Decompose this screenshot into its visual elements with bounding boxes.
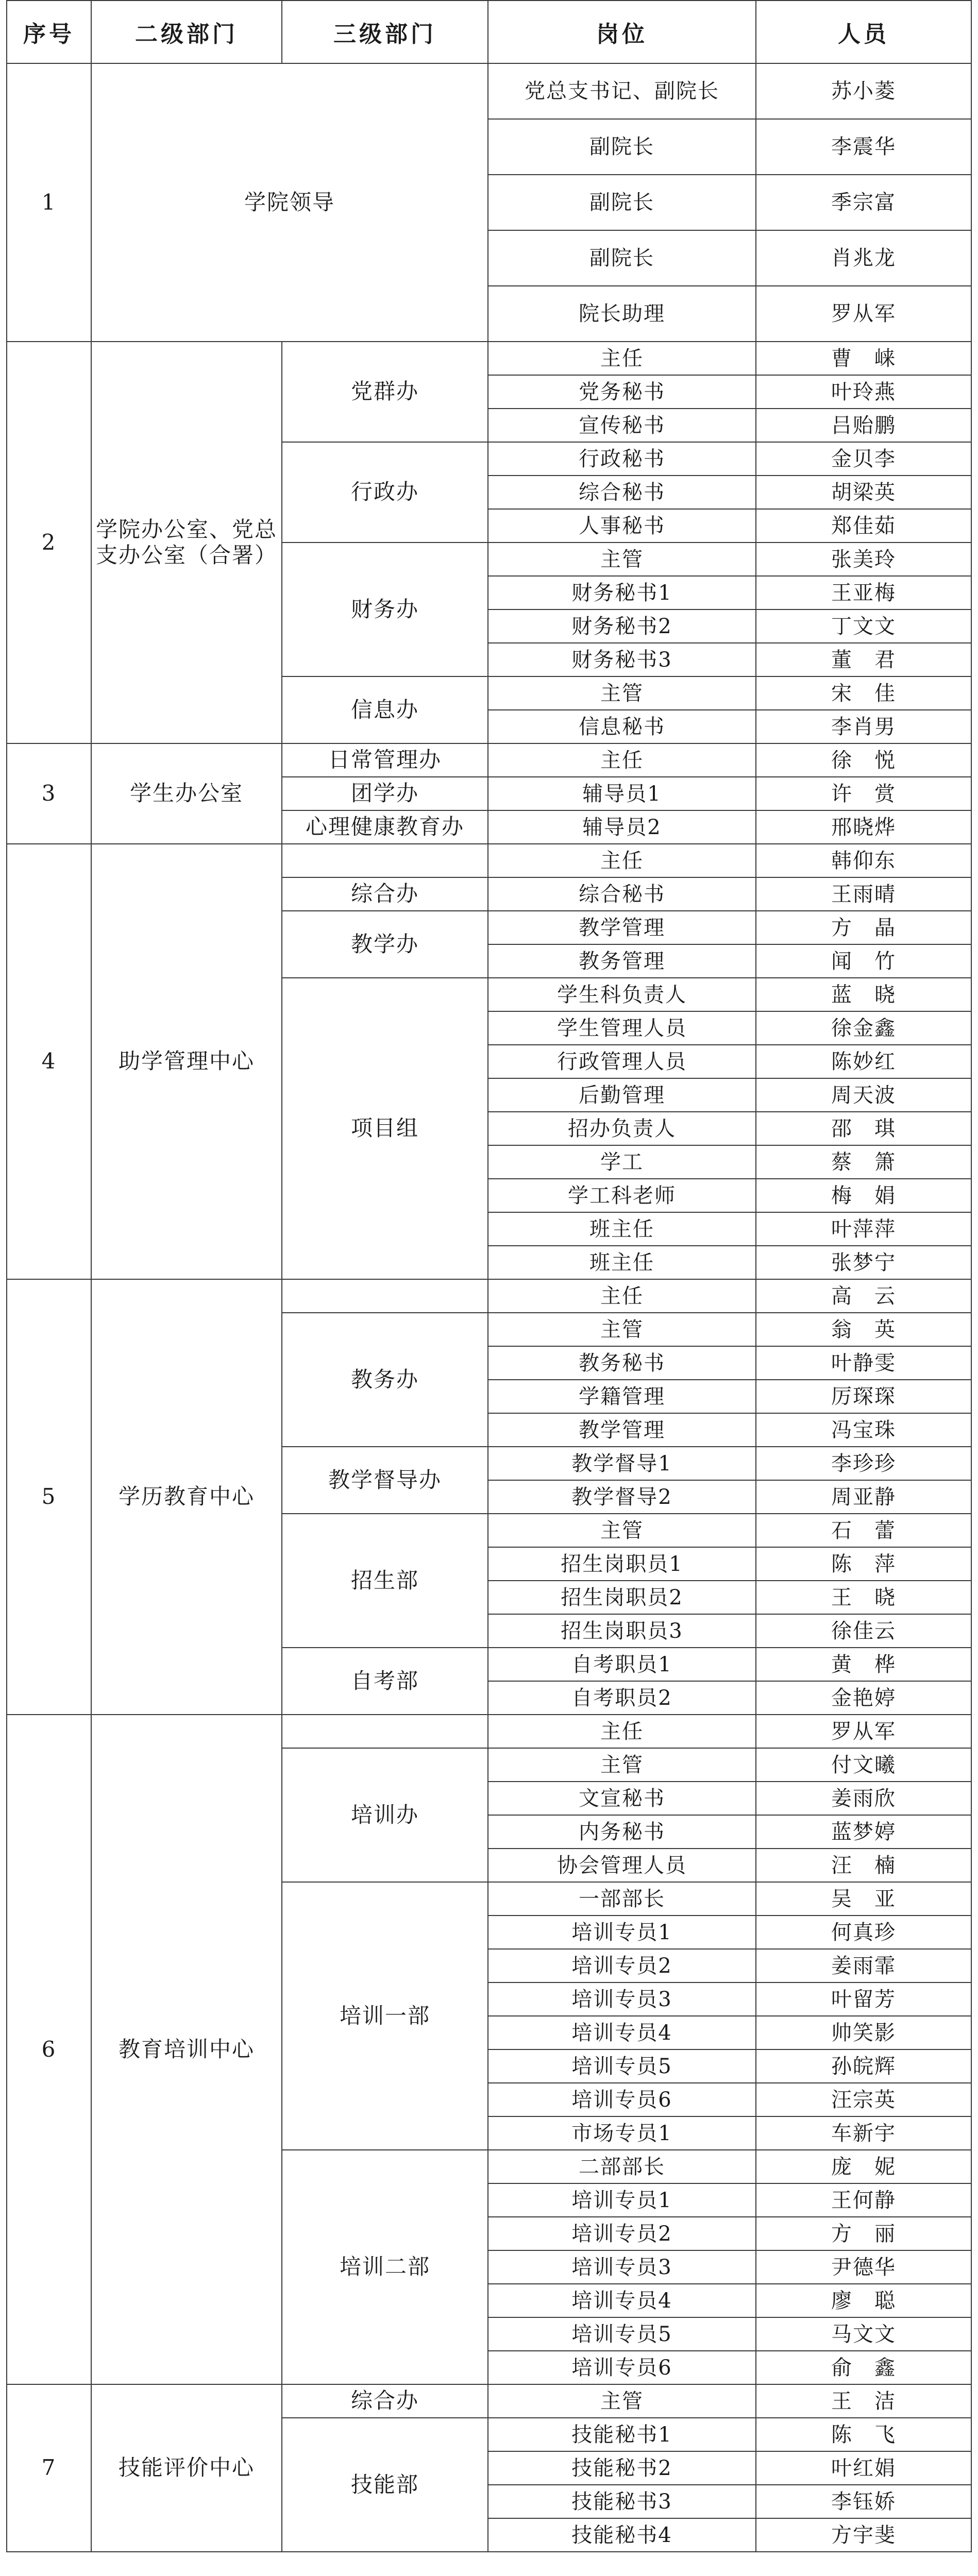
personnel-cell: 蓝 晓 (756, 978, 971, 1011)
position-cell: 行政管理人员 (488, 1045, 756, 1078)
position-cell: 主任 (488, 743, 756, 777)
personnel-cell: 厉琛琛 (756, 1380, 971, 1413)
position-cell: 技能秘书4 (488, 2518, 756, 2552)
table-row (7, 844, 971, 877)
level3-department-cell: 教务办 (282, 1313, 488, 1447)
personnel-cell: 丁文文 (756, 609, 971, 643)
level2-department-cell: 学生办公室 (91, 743, 282, 844)
personnel-cell: 金艳婷 (756, 1681, 971, 1715)
level2-department-cell: 学历教育中心 (91, 1279, 282, 1715)
position-cell: 学生科负责人 (488, 978, 756, 1011)
personnel-cell: 王 晓 (756, 1581, 971, 1614)
personnel-cell: 周天波 (756, 1078, 971, 1112)
personnel-cell: 邢晓烨 (756, 810, 971, 844)
level3-department-cell: 综合办 (282, 2384, 488, 2418)
personnel-cell: 姜雨欣 (756, 1782, 971, 1815)
personnel-cell: 郑佳茹 (756, 509, 971, 543)
personnel-cell: 梅 娟 (756, 1179, 971, 1212)
personnel-cell: 邵 琪 (756, 1112, 971, 1145)
personnel-cell: 庞 妮 (756, 2150, 971, 2183)
position-cell: 教学管理 (488, 1413, 756, 1447)
serial-number-cell: 7 (7, 2384, 91, 2552)
position-cell: 培训专员2 (488, 2217, 756, 2250)
position-cell: 主管 (488, 1748, 756, 1782)
position-cell: 主任 (488, 844, 756, 877)
level3-department-cell: 财务办 (282, 543, 488, 676)
position-cell: 培训专员2 (488, 1949, 756, 1982)
position-cell: 培训专员1 (488, 1916, 756, 1949)
position-cell: 培训专员5 (488, 2317, 756, 2351)
level3-department-cell (282, 1279, 488, 1313)
personnel-cell: 吴 亚 (756, 1882, 971, 1916)
personnel-cell: 方 晶 (756, 911, 971, 944)
position-cell: 内务秘书 (488, 1815, 756, 1849)
position-cell: 主管 (488, 2384, 756, 2418)
personnel-cell: 王雨晴 (756, 877, 971, 911)
personnel-cell: 韩仰东 (756, 844, 971, 877)
personnel-cell: 孙皖辉 (756, 2049, 971, 2083)
personnel-cell: 季宗富 (756, 175, 971, 230)
header-position: 岗位 (488, 1, 756, 63)
position-cell: 副院长 (488, 230, 756, 286)
personnel-cell: 罗从军 (756, 286, 971, 342)
personnel-cell: 李钰娇 (756, 2485, 971, 2518)
personnel-cell: 周亚静 (756, 1480, 971, 1514)
personnel-cell: 李珍珍 (756, 1447, 971, 1480)
level3-department-cell: 项目组 (282, 978, 488, 1279)
personnel-cell: 叶留芳 (756, 1982, 971, 2016)
position-cell: 培训专员6 (488, 2083, 756, 2116)
level3-department-cell: 信息办 (282, 676, 488, 743)
serial-number-cell: 1 (7, 63, 91, 342)
personnel-cell: 苏小菱 (756, 63, 971, 119)
level3-department-cell (282, 844, 488, 877)
table-header (7, 1, 971, 63)
position-cell: 党务秘书 (488, 375, 756, 409)
position-cell: 人事秘书 (488, 509, 756, 543)
personnel-cell: 金贝李 (756, 442, 971, 476)
position-cell: 辅导员1 (488, 777, 756, 810)
serial-number-cell: 5 (7, 1279, 91, 1715)
level3-department-cell: 日常管理办 (282, 743, 488, 777)
personnel-cell: 肖兆龙 (756, 230, 971, 286)
level3-department-cell: 综合办 (282, 877, 488, 911)
personnel-cell: 陈妙红 (756, 1045, 971, 1078)
position-cell: 学工 (488, 1145, 756, 1179)
position-cell: 培训专员4 (488, 2016, 756, 2049)
personnel-cell: 曹 崃 (756, 342, 971, 375)
position-cell: 班主任 (488, 1212, 756, 1246)
personnel-cell: 何真珍 (756, 1916, 971, 1949)
personnel-cell: 宋 佳 (756, 676, 971, 710)
serial-number-cell: 6 (7, 1715, 91, 2384)
position-cell: 班主任 (488, 1246, 756, 1279)
table-row (7, 1279, 971, 1313)
personnel-cell: 高 云 (756, 1279, 971, 1313)
position-cell: 培训专员6 (488, 2351, 756, 2384)
position-cell: 技能秘书3 (488, 2485, 756, 2518)
level3-department-cell: 培训一部 (282, 1882, 488, 2150)
position-cell: 教务秘书 (488, 1346, 756, 1380)
position-cell: 教学督导1 (488, 1447, 756, 1480)
personnel-cell: 李震华 (756, 119, 971, 175)
personnel-cell: 尹德华 (756, 2250, 971, 2284)
level3-department-cell: 技能部 (282, 2418, 488, 2552)
personnel-cell: 罗从军 (756, 1715, 971, 1748)
header-row (7, 1, 971, 63)
position-cell: 财务秘书3 (488, 643, 756, 676)
table-row (7, 2384, 971, 2418)
position-cell: 综合秘书 (488, 476, 756, 509)
level3-department-cell: 培训二部 (282, 2150, 488, 2384)
personnel-cell: 王亚梅 (756, 576, 971, 609)
position-cell: 自考职员1 (488, 1648, 756, 1681)
position-cell: 副院长 (488, 175, 756, 230)
personnel-cell: 李肖男 (756, 710, 971, 743)
position-cell: 财务秘书2 (488, 609, 756, 643)
position-cell: 主任 (488, 1715, 756, 1748)
position-cell: 学工科老师 (488, 1179, 756, 1212)
personnel-cell: 俞 鑫 (756, 2351, 971, 2384)
position-cell: 辅导员2 (488, 810, 756, 844)
personnel-cell: 叶玲燕 (756, 375, 971, 409)
serial-number-cell: 3 (7, 743, 91, 844)
position-cell: 教务管理 (488, 944, 756, 978)
personnel-cell: 徐佳云 (756, 1614, 971, 1648)
position-cell: 二部部长 (488, 2150, 756, 2183)
position-cell: 技能秘书1 (488, 2418, 756, 2451)
position-cell: 市场专员1 (488, 2116, 756, 2150)
level3-department-cell: 教学督导办 (282, 1447, 488, 1514)
position-cell: 学籍管理 (488, 1380, 756, 1413)
table-row (7, 63, 971, 119)
level3-department-cell: 培训办 (282, 1748, 488, 1882)
position-cell: 协会管理人员 (488, 1849, 756, 1882)
personnel-cell: 方 丽 (756, 2217, 971, 2250)
position-cell: 主任 (488, 342, 756, 375)
position-cell: 主管 (488, 543, 756, 576)
position-cell: 副院长 (488, 119, 756, 175)
level3-department-cell (282, 1715, 488, 1748)
level3-department-cell: 自考部 (282, 1648, 488, 1715)
personnel-cell: 帅笑影 (756, 2016, 971, 2049)
level3-department-cell: 招生部 (282, 1514, 488, 1648)
position-cell: 后勤管理 (488, 1078, 756, 1112)
personnel-cell: 黄 桦 (756, 1648, 971, 1681)
position-cell: 一部部长 (488, 1882, 756, 1916)
position-cell: 培训专员3 (488, 1982, 756, 2016)
personnel-cell: 蓝梦婷 (756, 1815, 971, 1849)
personnel-cell: 蔡 箫 (756, 1145, 971, 1179)
position-cell: 党总支书记、副院长 (488, 63, 756, 119)
table-row (7, 342, 971, 375)
header-level3-department: 三级部门 (282, 1, 488, 63)
personnel-cell: 闻 竹 (756, 944, 971, 978)
position-cell: 自考职员2 (488, 1681, 756, 1715)
personnel-cell: 车新宇 (756, 2116, 971, 2150)
level2-department-cell: 学院办公室、党总支办公室（合署） (91, 342, 282, 743)
position-cell: 教学督导2 (488, 1480, 756, 1514)
personnel-cell: 张梦宁 (756, 1246, 971, 1279)
level2-department-cell: 技能评价中心 (91, 2384, 282, 2552)
personnel-cell: 廖 聪 (756, 2284, 971, 2317)
level3-department-cell: 党群办 (282, 342, 488, 442)
position-cell: 行政秘书 (488, 442, 756, 476)
position-cell: 宣传秘书 (488, 409, 756, 442)
position-cell: 财务秘书1 (488, 576, 756, 609)
position-cell: 综合秘书 (488, 877, 756, 911)
position-cell: 主管 (488, 1313, 756, 1346)
personnel-cell: 叶红娟 (756, 2451, 971, 2485)
table-row (7, 1715, 971, 1748)
personnel-cell: 马文文 (756, 2317, 971, 2351)
serial-number-cell: 2 (7, 342, 91, 743)
personnel-cell: 王何静 (756, 2183, 971, 2217)
personnel-cell: 方宇斐 (756, 2518, 971, 2552)
position-cell: 主任 (488, 1279, 756, 1313)
position-cell: 技能秘书2 (488, 2451, 756, 2485)
position-cell: 招生岗职员1 (488, 1547, 756, 1581)
personnel-cell: 石 蕾 (756, 1514, 971, 1547)
personnel-cell: 胡梁英 (756, 476, 971, 509)
position-cell: 院长助理 (488, 286, 756, 342)
position-cell: 招办负责人 (488, 1112, 756, 1145)
personnel-cell: 叶萍萍 (756, 1212, 971, 1246)
level2-department-cell: 教育培训中心 (91, 1715, 282, 2384)
personnel-cell: 王 洁 (756, 2384, 971, 2418)
personnel-cell: 叶静雯 (756, 1346, 971, 1380)
personnel-cell: 陈 萍 (756, 1547, 971, 1581)
position-cell: 文宣秘书 (488, 1782, 756, 1815)
personnel-cell: 翁 英 (756, 1313, 971, 1346)
personnel-cell: 汪宗英 (756, 2083, 971, 2116)
level3-department-cell: 心理健康教育办 (282, 810, 488, 844)
position-cell: 培训专员5 (488, 2049, 756, 2083)
personnel-cell: 陈 飞 (756, 2418, 971, 2451)
position-cell: 主管 (488, 676, 756, 710)
position-cell: 培训专员3 (488, 2250, 756, 2284)
header-serial-number: 序号 (7, 1, 91, 63)
position-cell: 教学管理 (488, 911, 756, 944)
position-cell: 信息秘书 (488, 710, 756, 743)
position-cell: 培训专员1 (488, 2183, 756, 2217)
position-cell: 学生管理人员 (488, 1011, 756, 1045)
position-cell: 招生岗职员2 (488, 1581, 756, 1614)
header-personnel: 人员 (756, 1, 971, 63)
personnel-cell: 汪 楠 (756, 1849, 971, 1882)
staff-roster-table (6, 0, 972, 2552)
position-cell: 招生岗职员3 (488, 1614, 756, 1648)
personnel-cell: 董 君 (756, 643, 971, 676)
header-level2-department: 二级部门 (91, 1, 282, 63)
personnel-cell: 付文曦 (756, 1748, 971, 1782)
table-row (7, 743, 971, 777)
personnel-cell: 张美玲 (756, 543, 971, 576)
personnel-cell: 许 赏 (756, 777, 971, 810)
level2-department-cell: 助学管理中心 (91, 844, 282, 1279)
level3-department-cell: 教学办 (282, 911, 488, 978)
serial-number-cell: 4 (7, 844, 91, 1279)
table-body (7, 63, 971, 2552)
position-cell: 主管 (488, 1514, 756, 1547)
personnel-cell: 冯宝珠 (756, 1413, 971, 1447)
position-cell: 培训专员4 (488, 2284, 756, 2317)
personnel-cell: 徐金鑫 (756, 1011, 971, 1045)
personnel-cell: 姜雨霏 (756, 1949, 971, 1982)
personnel-cell: 徐 悦 (756, 743, 971, 777)
level3-department-cell: 团学办 (282, 777, 488, 810)
personnel-cell: 吕贻鹏 (756, 409, 971, 442)
level2-department-cell: 学院领导 (91, 63, 488, 342)
level3-department-cell: 行政办 (282, 442, 488, 543)
